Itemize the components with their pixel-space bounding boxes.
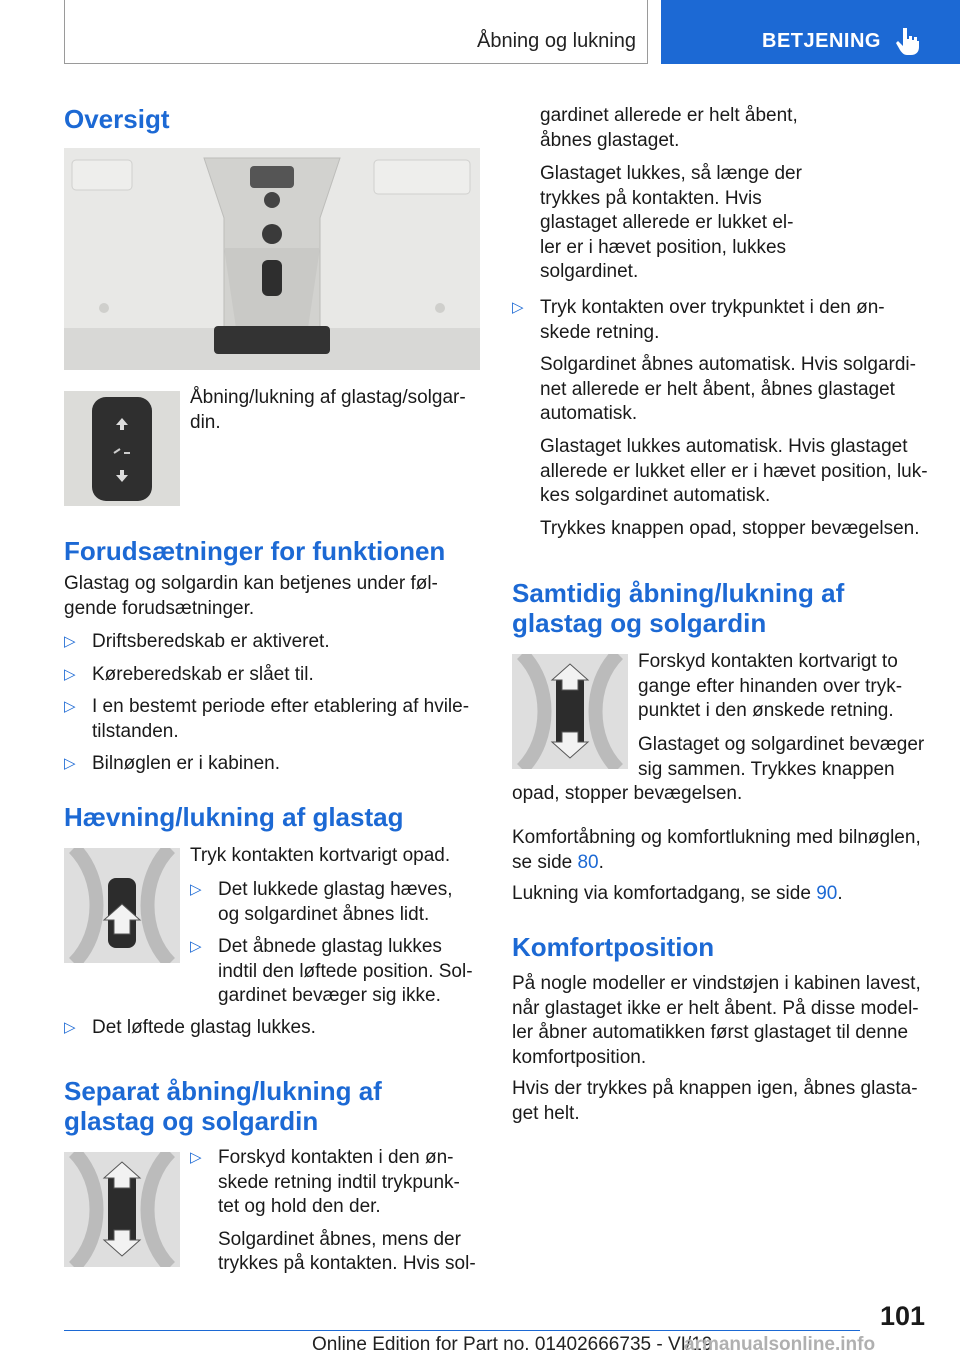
text-line: åbnes glastaget.	[540, 129, 680, 151]
edition-text: Online Edition for Part no. 01402666735 - VI/19	[312, 1334, 713, 1355]
overview-image	[64, 148, 480, 370]
text-line: Hvis der trykkes på knappen igen, åbnes glasta-	[512, 1078, 918, 1099]
text-line: ler åbner automatikken først glastaget til denne	[512, 1022, 909, 1043]
triangle-right-icon: ▷	[190, 881, 202, 898]
list-item	[190, 1146, 480, 1220]
text-line: tilstanden.	[92, 720, 179, 742]
raise-sublist	[190, 878, 480, 1009]
text-line: gende forudsætninger.	[64, 597, 255, 619]
heading-samtidig	[512, 578, 844, 638]
paragraph	[540, 435, 940, 509]
triangle-right-icon: ▷	[64, 1019, 76, 1036]
list-item	[64, 663, 484, 688]
list-item	[512, 296, 932, 345]
text-line: Glastag og solgardin kan betjenes under føl-	[64, 573, 438, 594]
text-line: På nogle modeller er vindstøjen i kabinen lavest,	[512, 973, 921, 994]
text-line: Glastaget og solgardinet bevæger	[638, 734, 925, 755]
text-line: Det åbnede glastag lukkes	[218, 936, 442, 957]
paragraph	[512, 1077, 942, 1126]
paragraph	[512, 972, 942, 1070]
text-line: Driftsberedskab er aktiveret.	[92, 631, 330, 652]
list-item	[190, 935, 480, 1009]
continued-paragraph	[540, 104, 940, 153]
page-number: 101	[880, 1301, 926, 1331]
watermark: armanualsonline.info	[684, 1334, 876, 1355]
text-line: trykkes på kontakten. Hvis sol-	[218, 1253, 476, 1274]
caption-line: Åbning/lukning af glastag/solgar-	[190, 387, 466, 408]
heading-line: Separat åbning/lukning af	[64, 1076, 382, 1106]
page-link-80[interactable]: 80	[577, 851, 599, 873]
text-line: allerede er lukket eller er i hævet position, luk-	[540, 460, 928, 482]
text-line: Køreberedskab er slået til.	[92, 663, 314, 685]
text-line: Solgardinet åbnes, mens der	[218, 1228, 461, 1250]
raise-switch-image	[64, 848, 180, 963]
separate-switch-image	[64, 1152, 180, 1267]
text-line: kes solgardinet automatisk.	[540, 485, 771, 506]
text-fragment: Lukning via komfortadgang, se side	[512, 883, 817, 904]
text-line: indtil den løftede position. Sol-	[218, 960, 473, 982]
text-line: trykkes på kontakten. Hvis	[540, 187, 762, 209]
heading-forudsaetninger: Forudsætninger for funktionen	[64, 536, 446, 566]
paragraph	[638, 650, 938, 724]
text-line: solgardinet.	[540, 261, 639, 282]
section-title: Åbning og lukning	[476, 30, 636, 52]
heading-separat	[64, 1076, 382, 1136]
triangle-right-icon: ▷	[512, 299, 524, 316]
list-item	[64, 695, 484, 744]
text-line: Solgardinet åbnes automatisk. Hvis solgardi-	[540, 354, 916, 375]
triangle-right-icon: ▷	[190, 1149, 202, 1166]
heading-haevning: Hævning/lukning af glastag	[64, 802, 404, 832]
list-item	[64, 752, 484, 777]
triangle-right-icon: ▷	[190, 938, 202, 955]
heading-line: Samtidig åbning/lukning af	[512, 578, 845, 608]
text-line: glastaget allerede er lukket el-	[540, 212, 794, 233]
text-line: gange efter hinanden over tryk-	[638, 675, 903, 697]
text-line: opad, stopper bevægelsen.	[512, 783, 743, 804]
heading-line: glastag og solgardin	[512, 608, 767, 638]
text-line: net allerede er helt åbent, åbnes glastaget	[540, 378, 895, 400]
paragraph	[540, 162, 940, 285]
paragraph	[512, 882, 942, 907]
raise-intro: Tryk kontakten kortvarigt opad.	[190, 845, 451, 866]
text-line: og solgardinet åbnes lidt.	[218, 903, 430, 925]
paragraph	[540, 353, 940, 427]
text-fragment: .	[598, 851, 604, 873]
triangle-right-icon: ▷	[64, 633, 76, 650]
text-line: gardinet bevæger sig ikke.	[218, 985, 441, 1006]
text-line: Forskyd kontakten i den øn-	[218, 1147, 454, 1168]
image-caption	[190, 386, 480, 435]
text-line: Bilnøglen er i kabinen.	[92, 753, 280, 774]
text-line: gardinet allerede er helt åbent,	[540, 105, 798, 126]
paragraph	[190, 1228, 480, 1277]
text-line: ler er i hævet position, lukkes	[540, 236, 787, 258]
text-line: Glastaget lukkes, så længe der	[540, 163, 802, 184]
triangle-right-icon: ▷	[64, 698, 76, 715]
paragraph: Trykkes knappen opad, stopper bevægelsen.	[540, 518, 920, 539]
text-line: automatisk.	[540, 403, 638, 424]
text-line: Det løftede glastag lukkes.	[92, 1017, 316, 1038]
text-line: get helt.	[512, 1102, 580, 1124]
text-line: komfortposition.	[512, 1046, 647, 1068]
text-line: Tryk kontakten over trykpunktet i den øn-	[540, 297, 885, 318]
text-line: sig sammen. Trykkes knappen	[638, 758, 895, 780]
list-item	[64, 1016, 484, 1041]
list-item	[190, 878, 480, 927]
heading-oversigt: Oversigt	[64, 104, 170, 134]
switch-image	[64, 391, 180, 506]
page-link-90[interactable]: 90	[816, 883, 838, 904]
text-line	[512, 851, 942, 876]
text-line: Komfortåbning og komfortlukning med bilnøglen,	[512, 827, 921, 848]
text-line: Glastaget lukkes automatisk. Hvis glastaget	[540, 436, 908, 457]
footer-rule	[64, 1330, 860, 1331]
heading-line: glastag og solgardin	[64, 1106, 319, 1136]
text-line: når glastaget ikke er helt åbent. På disse model-	[512, 997, 919, 1019]
text-line: skede retning indtil trykpunk-	[218, 1171, 460, 1193]
text-line: punktet i den ønskede retning.	[638, 700, 894, 721]
triangle-right-icon: ▷	[64, 665, 76, 683]
requirements-list	[64, 630, 484, 777]
text-line: Forskyd kontakten kortvarigt to	[638, 651, 898, 672]
text-line: skede retning.	[540, 321, 660, 343]
heading-komfortposition: Komfortposition	[512, 932, 715, 962]
caption-line: din.	[190, 411, 221, 433]
separate-content	[190, 1146, 480, 1277]
text-fragment: se side	[512, 851, 578, 873]
list-item	[64, 630, 484, 655]
triangle-right-icon: ▷	[64, 755, 76, 772]
text-fragment: .	[837, 883, 843, 904]
chapter-tab-label: BETJENING	[762, 30, 881, 52]
text-line: I en bestemt periode efter etablering af hvile-	[92, 696, 470, 717]
text-line: Det lukkede glastag hæves,	[218, 879, 453, 900]
text-line: tet og hold den der.	[218, 1196, 381, 1217]
paragraph	[512, 826, 942, 875]
hand-pointer-icon	[894, 26, 922, 56]
simultaneous-switch-image	[512, 654, 628, 769]
paragraph	[638, 733, 938, 782]
intro-paragraph	[64, 572, 484, 621]
